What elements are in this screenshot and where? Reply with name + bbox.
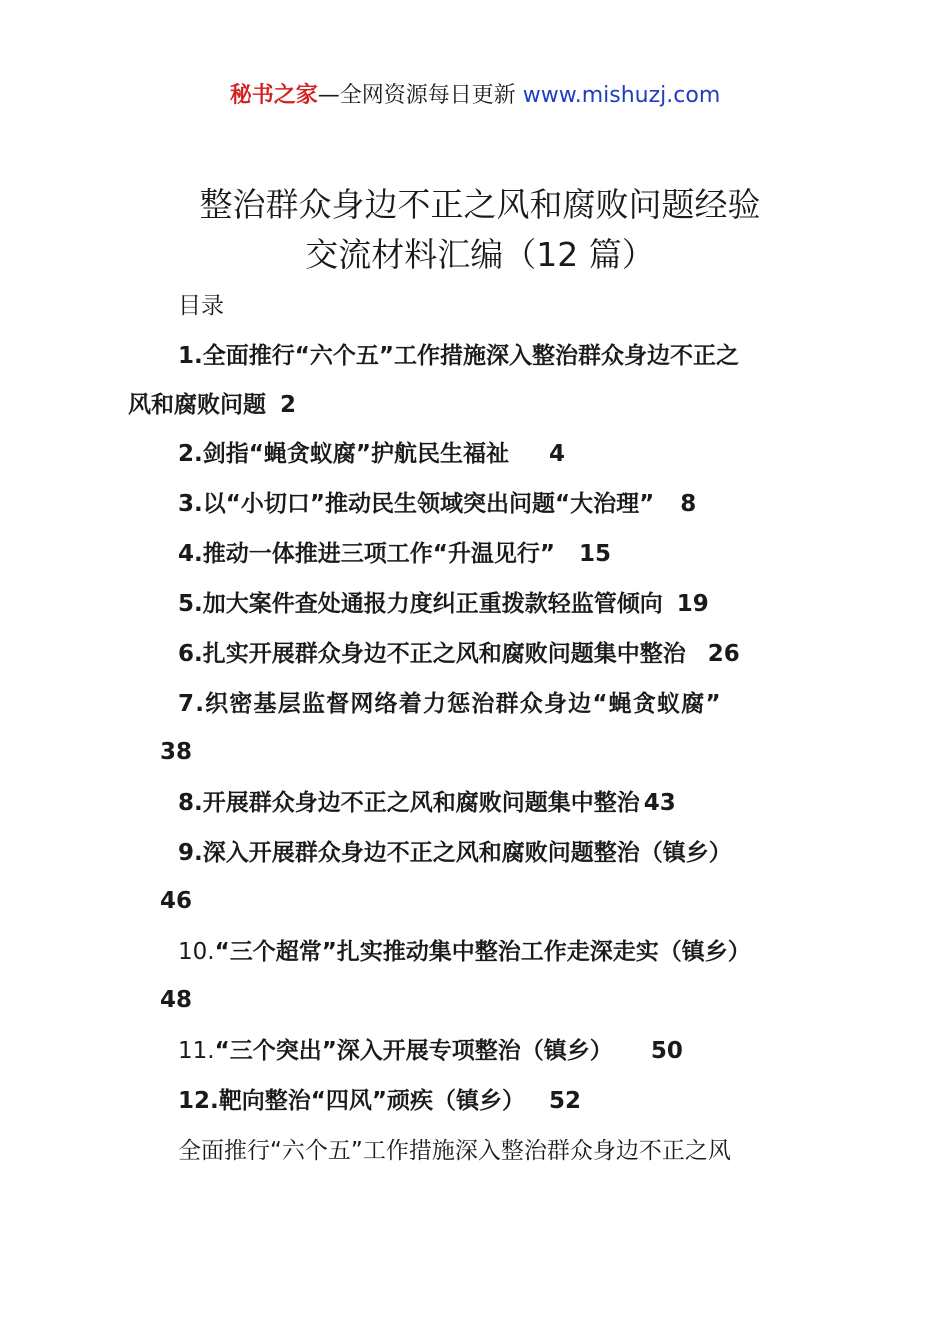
toc-entry-1[interactable] (178, 339, 739, 373)
toc-entry-12-page: 52 (548, 1088, 581, 1114)
toc-entry-10[interactable] (178, 935, 751, 969)
toc-entry-9-title: 9.深入开展群众身边不正之风和腐败问题整治（镇乡） (178, 840, 732, 866)
toc-entry-3-page: 8 (680, 491, 697, 517)
toc-entry-7[interactable] (178, 687, 722, 721)
toc-entry-8-title: 8.开展群众身边不正之风和腐败问题集中整治 (178, 790, 640, 816)
toc-entry-5[interactable] (178, 587, 709, 621)
toc-entry-10-number: 10. (178, 939, 215, 965)
toc-entry-9[interactable] (178, 836, 732, 870)
site-header (0, 80, 950, 112)
toc-entry-7-page-line[interactable] (160, 735, 192, 769)
toc-entry-10-title: “三个超常”扎实推动集中整治工作走深走实（镇乡） (214, 939, 751, 965)
toc-entry-9-page: 46 (160, 888, 193, 914)
toc-entry-2-title: 2.剑指“蝇贪蚁腐”护航民生福祉 (178, 441, 509, 467)
toc-entry-7-page: 38 (160, 739, 193, 765)
toc-entry-12-title: 12.靶向整治“四风”顽疾（镇乡） (178, 1088, 525, 1114)
document-title-line-2: 交流材料汇编（12 篇） (305, 235, 655, 274)
toc-entry-11[interactable] (178, 1034, 683, 1068)
toc-entry-8-page: 43 (643, 790, 676, 816)
toc-entry-5-page: 19 (676, 591, 709, 617)
toc-entry-2-page: 4 (548, 441, 565, 467)
toc-entry-6-page: 26 (707, 641, 740, 667)
toc-heading: 目录 (178, 293, 224, 319)
toc-entry-11-page: 50 (650, 1038, 683, 1064)
toc-entry-4-page: 15 (578, 541, 611, 567)
toc-entry-12[interactable] (178, 1084, 581, 1118)
toc-entry-6[interactable] (178, 637, 740, 671)
toc-entry-1-title: 1.全面推行“六个五”工作措施深入整治群众身边不正之 (178, 343, 739, 369)
toc-entry-1-continued[interactable] (128, 388, 296, 422)
toc-entry-10-page: 48 (160, 987, 193, 1013)
toc-entry-4[interactable] (178, 537, 611, 571)
toc-entry-9-page-line[interactable] (160, 884, 192, 918)
toc-entry-5-title: 5.加大案件查处通报力度纠正重拨款轻监管倾向 (178, 591, 663, 617)
toc-entry-8[interactable] (178, 786, 676, 820)
toc-entry-3-title: 3.以“小切口”推动民生领域突出问题“大治理” (178, 491, 655, 517)
body-text-start: 全面推行“六个五”工作措施深入整治群众身边不正之风 (178, 1138, 731, 1164)
toc-entry-10-page-line[interactable] (160, 983, 192, 1017)
toc-entry-11-number: 11. (178, 1038, 215, 1064)
toc-entry-11-title: “三个突出”深入开展专项整治（镇乡） (214, 1038, 613, 1064)
site-brand: 秘书之家 (229, 83, 318, 108)
toc-entry-2[interactable] (178, 437, 565, 471)
toc-entry-1-page: 2 (280, 392, 297, 418)
document-title-line-1: 整治群众身边不正之风和腐败问题经验 (199, 185, 761, 224)
toc-entry-7-title: 7.织密基层监督网络着力惩治群众身边“蝇贪蚁腐” (178, 691, 722, 717)
toc-entry-4-title: 4.推动一体推进三项工作“升温见行” (178, 541, 555, 567)
toc-entry-3[interactable] (178, 487, 696, 521)
site-tagline: —全网资源每日更新 (317, 83, 516, 108)
toc-entry-6-title: 6.扎实开展群众身边不正之风和腐败问题集中整治 (178, 641, 686, 667)
toc-entry-1-title-cont: 风和腐败问题 (128, 392, 266, 418)
site-url-link[interactable]: www.mishuzj.com (522, 83, 721, 108)
